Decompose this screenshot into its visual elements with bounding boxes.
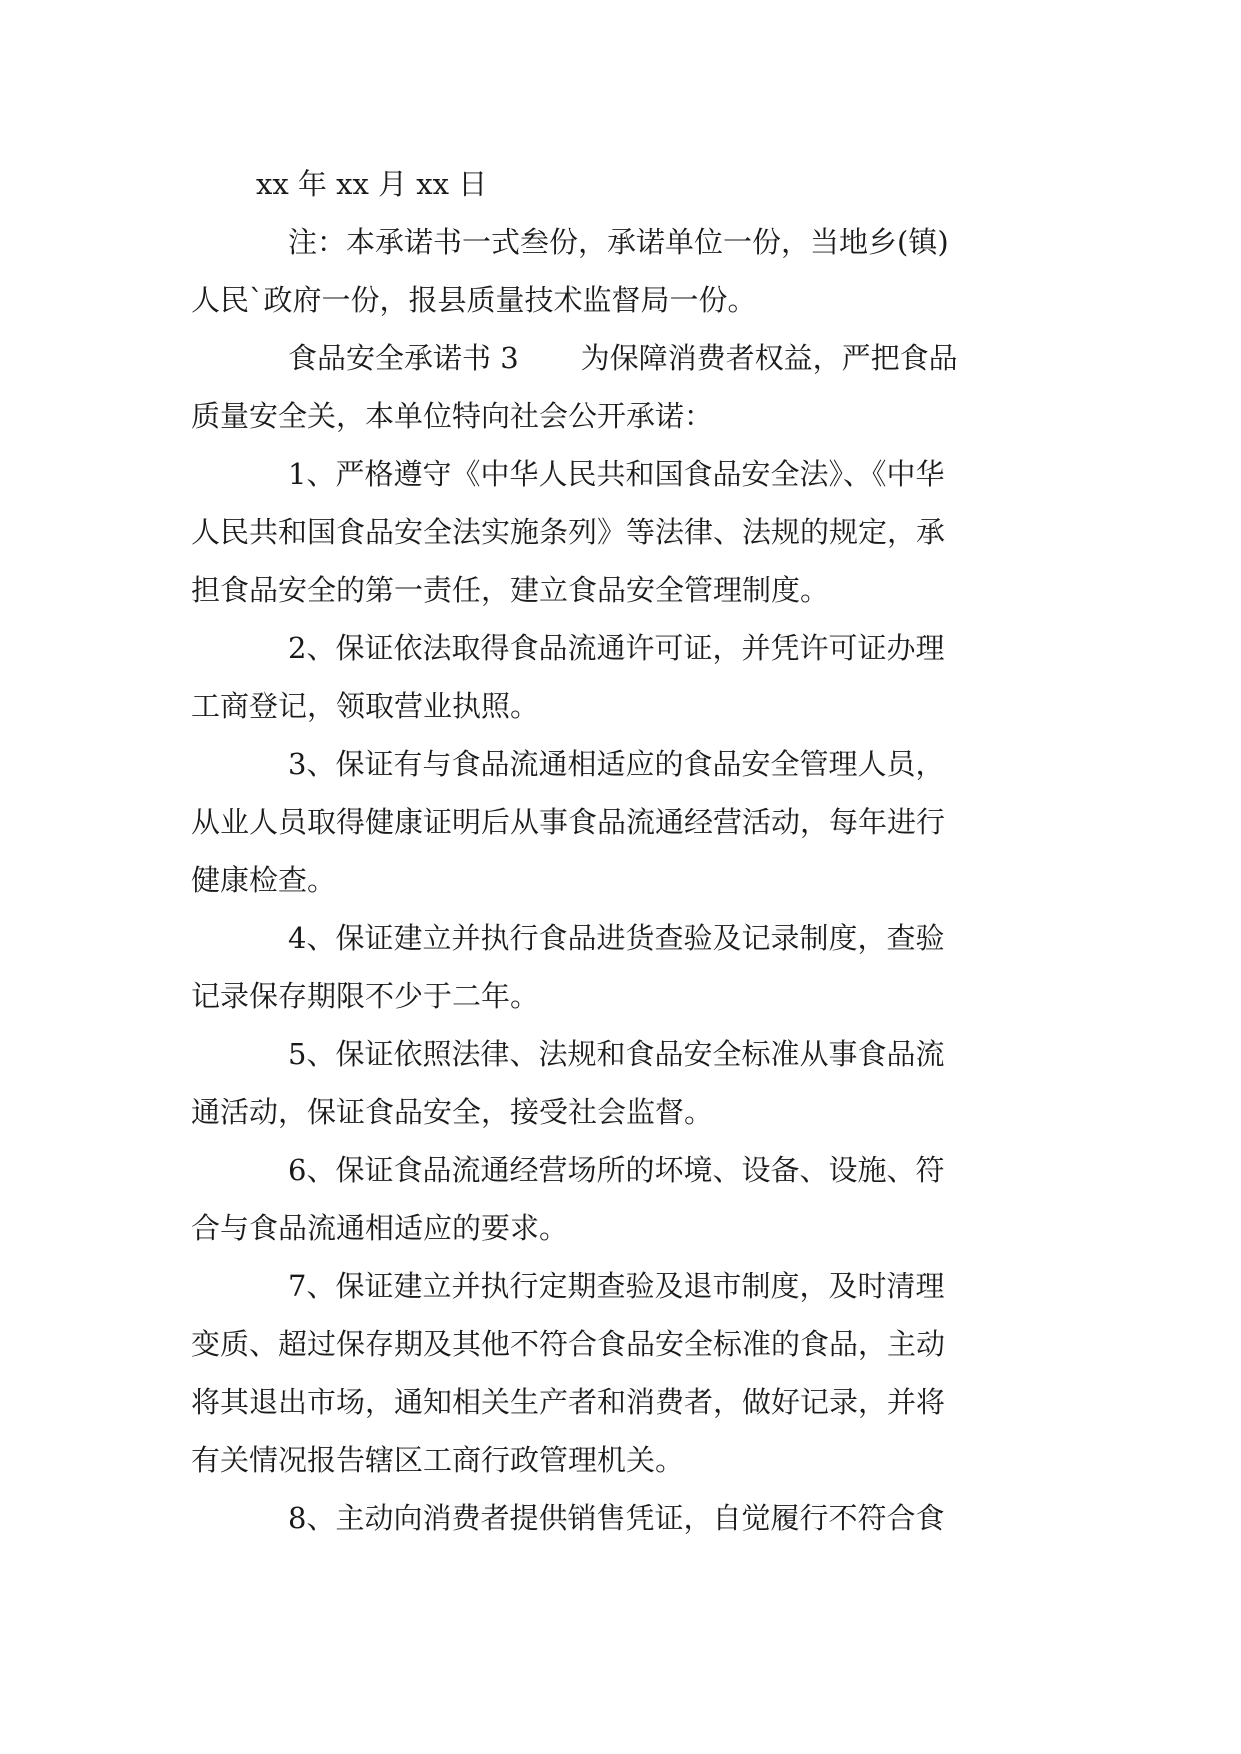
commitment-item-2 xyxy=(191,619,1061,735)
item-line: 4、保证建立并执行食品进货查验及记录制度，查验 xyxy=(288,921,945,955)
intro-line: 质量安全关，本单位特向社会公开承诺： xyxy=(191,399,714,433)
note-line: 注：本承诺书一式叁份，承诺单位一份，当地乡(镇) xyxy=(288,225,949,259)
item-line: 工商登记，领取营业执照。 xyxy=(191,689,540,723)
item-line: 8、主动向消费者提供销售凭证，自觉履行不符合食 xyxy=(288,1501,945,1535)
note-paragraph xyxy=(191,213,1061,329)
intro-paragraph xyxy=(191,329,1061,445)
item-line: 担食品安全的第一责任，建立食品安全管理制度。 xyxy=(191,573,830,607)
item-line: 从业人员取得健康证明后从事食品流通经营活动，每年进行 xyxy=(191,805,946,839)
note-line: 人民`政府一份，报县质量技术监督局一份。 xyxy=(191,283,757,317)
commitment-item-5 xyxy=(191,1025,1061,1141)
item-line: 5、保证依照法律、法规和食品安全标准从事食品流 xyxy=(288,1037,945,1071)
commitment-item-1 xyxy=(191,445,1061,619)
item-line: 有关情况报告辖区工商行政管理机关。 xyxy=(191,1443,685,1477)
item-line: 健康检查。 xyxy=(191,863,337,897)
item-line: 通活动，保证食品安全，接受社会监督。 xyxy=(191,1095,714,1129)
intro-first-line xyxy=(191,329,1061,387)
date-line: xx 年 xx 月 xx 日 xyxy=(256,167,488,201)
commitment-item-4 xyxy=(191,909,1061,1025)
item-line: 1、严格遵守《中华人民共和国食品安全法》、《中华 xyxy=(288,457,945,491)
commitment-item-8 xyxy=(191,1489,1061,1547)
commitment-item-6 xyxy=(191,1141,1061,1257)
intro-line: 为保障消费者权益，严把食品 xyxy=(580,341,958,375)
item-line: 变质、超过保存期及其他不符合食品安全标准的食品，主动 xyxy=(191,1327,946,1361)
item-line: 7、保证建立并执行定期查验及退市制度，及时清理 xyxy=(288,1269,945,1303)
item-line: 人民共和国食品安全法实施条列》等法律、法规的规定，承 xyxy=(191,515,946,549)
commitment-item-7 xyxy=(191,1257,1061,1489)
item-line: 将其退出市场，通知相关生产者和消费者，做好记录，并将 xyxy=(191,1385,946,1419)
document-body xyxy=(191,155,1061,1547)
item-line: 记录保存期限不少于二年。 xyxy=(191,979,540,1013)
item-line: 2、保证依法取得食品流通许可证，并凭许可证办理 xyxy=(288,631,945,665)
item-line: 3、保证有与食品流通相适应的食品安全管理人员， xyxy=(288,747,945,781)
item-line: 合与食品流通相适应的要求。 xyxy=(191,1211,569,1245)
section-title: 食品安全承诺书 3 xyxy=(288,341,519,375)
item-line: 6、保证食品流通经营场所的坏境、设备、设施、符 xyxy=(288,1153,945,1187)
commitment-item-3 xyxy=(191,735,1061,909)
